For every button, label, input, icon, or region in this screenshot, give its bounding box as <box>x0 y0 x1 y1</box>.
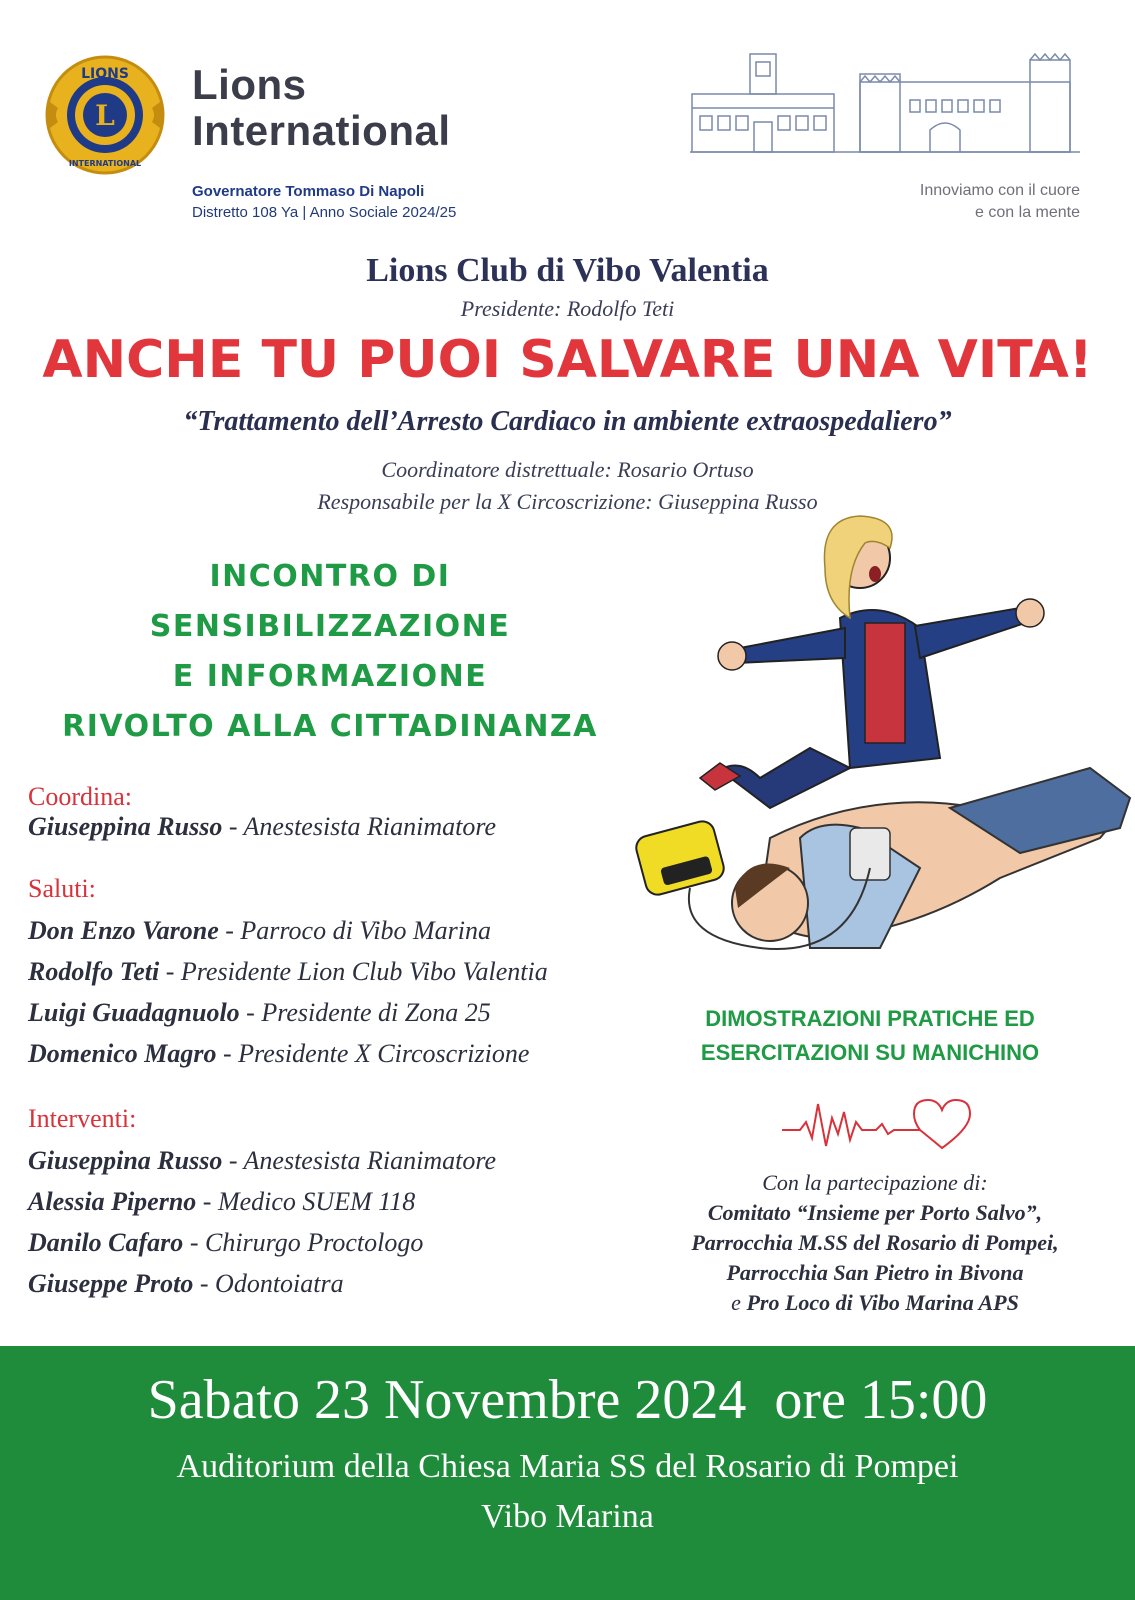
venue-line-1: Auditorium della Chiesa Maria SS del Rosario di Pompei <box>176 1448 959 1485</box>
speaker-name: Domenico Magro <box>28 1039 217 1068</box>
program-entry <box>28 812 496 842</box>
speaker-name: Giuseppina Russo <box>28 1146 223 1175</box>
partner-item: Parrocchia San Pietro in Bivona <box>726 1260 1024 1285</box>
brand-line-2: International <box>192 107 451 154</box>
governor-info <box>192 181 456 223</box>
motto-line-1: Innoviamo con il cuore <box>919 182 1080 199</box>
district-coordinator: Coordinatore distrettuale: Rosario Ortuso <box>381 457 754 482</box>
partner-conjunction: e <box>731 1290 747 1315</box>
logo-center-letter: L <box>95 99 115 132</box>
speaker-role: - Chirurgo Proctologo <box>183 1228 424 1257</box>
speaker-name: Don Enzo Varone <box>28 916 219 945</box>
speaker-role: - Anestesista Rianimatore <box>222 812 497 841</box>
logo-bottom-text: INTERNATIONAL <box>68 159 142 168</box>
saluti-title: Saluti: <box>28 874 96 903</box>
event-type <box>20 552 640 752</box>
event-type-line: E INFORMAZIONE <box>172 659 488 694</box>
speaker-name: Giuseppe Proto <box>28 1269 194 1298</box>
club-president: Presidente: Rodolfo Teti <box>460 296 675 321</box>
cpr-illustration <box>620 508 1135 988</box>
program-entry <box>28 1269 344 1299</box>
partner-item: Parrocchia M.SS del Rosario di Pompei, <box>691 1230 1059 1255</box>
interventi-title: Interventi: <box>28 1104 137 1133</box>
program-entry <box>28 998 491 1028</box>
demo-line-2: ESERCITAZIONI SU MANICHINO <box>700 1040 1040 1065</box>
speaker-role: - Odontoiatra <box>193 1269 344 1298</box>
speaker-role: - Presidente X Circoscrizione <box>216 1039 530 1068</box>
program-entry <box>28 916 491 946</box>
brand-name <box>192 62 451 154</box>
governor-name: Governatore Tommaso Di Napoli <box>192 183 425 200</box>
circoscrizione-manager: Responsabile per la X Circoscrizione: Giuseppina Russo <box>317 489 818 514</box>
venue-line-2: Vibo Marina <box>481 1498 654 1535</box>
program-entry <box>28 1146 496 1176</box>
lions-international-logo <box>42 52 168 178</box>
event-type-line: RIVOLTO ALLA CITTADINANZA <box>62 709 598 744</box>
district-info: Distretto 108 Ya | Anno Sociale 2024/25 <box>192 204 457 221</box>
partners <box>640 1168 1110 1318</box>
event-venue <box>0 1442 1135 1542</box>
speaker-role: - Presidente di Zona 25 <box>239 998 491 1027</box>
heartbeat-heart-icon <box>780 1094 980 1152</box>
program-entry <box>28 1228 423 1258</box>
event-type-line: INCONTRO DI <box>209 559 451 594</box>
speaker-name: Danilo Cafaro <box>28 1228 184 1257</box>
event-subtitle: “Trattamento dell’Arresto Cardiaco in ambiente extraospedaliero” <box>183 406 952 437</box>
demo-notice <box>660 1002 1080 1070</box>
motto <box>820 180 1080 224</box>
demo-line-1: DIMOSTRAZIONI PRATICHE ED <box>705 1006 1035 1031</box>
speaker-role: - Anestesista Rianimatore <box>222 1146 497 1175</box>
partner-item: Comitato “Insieme per Porto Salvo”, <box>707 1200 1043 1225</box>
headline: ANCHE TU PUOI SALVARE UNA VITA! <box>42 330 1093 390</box>
program-entry <box>28 1039 529 1069</box>
speaker-name: Giuseppina Russo <box>28 812 223 841</box>
event-type-line: SENSIBILIZZAZIONE <box>149 609 511 644</box>
speaker-role: - Presidente Lion Club Vibo Valentia <box>159 957 548 986</box>
partner-item: Pro Loco di Vibo Marina APS <box>746 1290 1019 1315</box>
logo-top-text: LIONS <box>81 66 129 82</box>
event-date-time: Sabato 23 Novembre 2024 ore 15:00 <box>147 1369 988 1431</box>
brand-line-1: Lions <box>192 61 307 108</box>
coordina-title: Coordina: <box>28 782 132 811</box>
speaker-name: Luigi Guadagnuolo <box>28 998 240 1027</box>
motto-line-2: e con la mente <box>975 204 1080 221</box>
speaker-role: - Medico SUEM 118 <box>196 1187 416 1216</box>
speaker-role: - Parroco di Vibo Marina <box>218 916 491 945</box>
speaker-name: Rodolfo Teti <box>28 957 160 986</box>
speaker-name: Alessia Piperno <box>28 1187 197 1216</box>
club-name: Lions Club di Vibo Valentia <box>366 252 769 289</box>
castle-illustration <box>690 52 1080 162</box>
program-entry <box>28 957 548 987</box>
program-entry <box>28 1187 415 1217</box>
partners-intro: Con la partecipazione di: <box>762 1170 988 1195</box>
